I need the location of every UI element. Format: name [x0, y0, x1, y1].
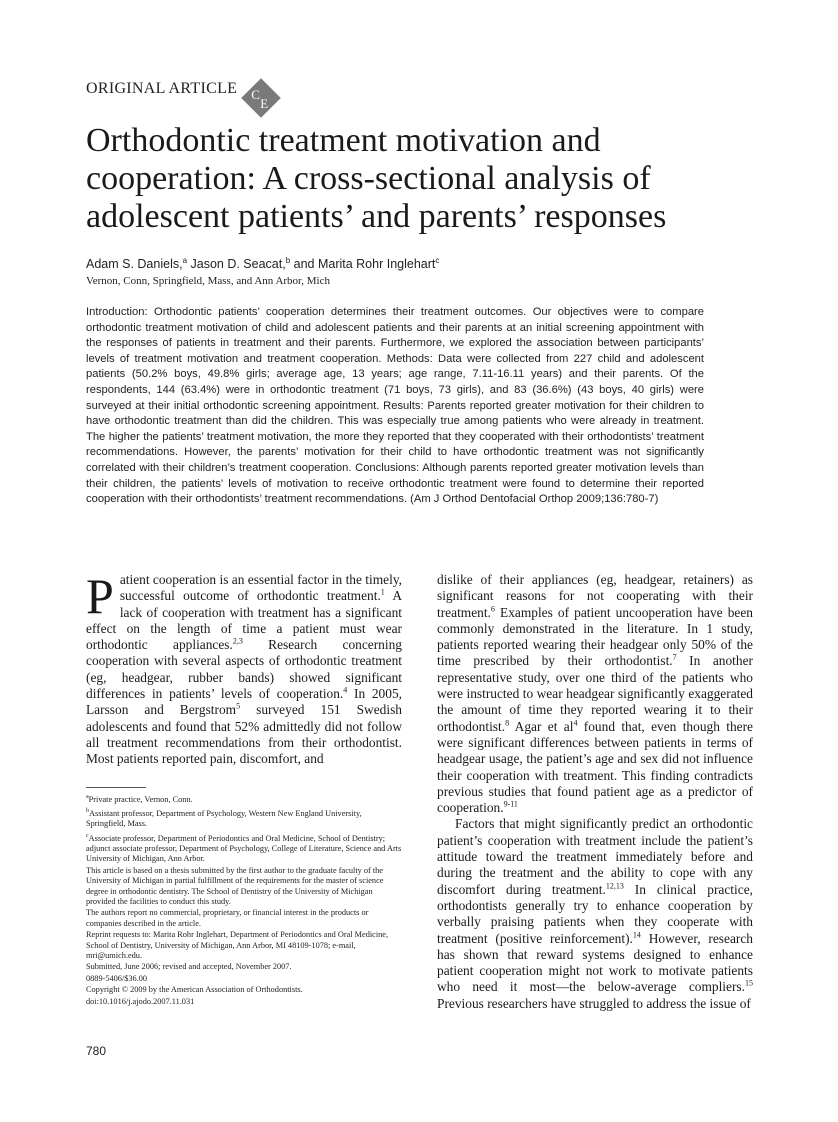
citation: 2,3 — [232, 636, 243, 646]
citation: 6 — [490, 604, 495, 614]
footnote: $^b$Assistant professor, Department of Psychology, Western New England University, Springfield, Mass. — [86, 808, 362, 829]
footnote: Submitted, June 2006; revised and accepted, November 2007. — [86, 962, 292, 972]
footnote: Reprint requests to: Marita Rohr Inglehart, Department of Periodontics and Oral Medicine, School of Dentistry, University of Michigan, Ann Arbor, MI 48109-1078; e-mail, mri@umich.edu. — [86, 930, 389, 960]
article-header — [86, 58, 283, 120]
author-affiliation-mark: a — [182, 256, 188, 265]
author-name: Adam S. Daniels, — [86, 257, 183, 272]
citation: 4 — [573, 718, 578, 728]
footnotes — [86, 787, 402, 1008]
body-paragraph: Patient cooperation is an essential factor in the timely, successful outcome of orthodontic treatment.$^1$ A lack of cooperation with treatment has a significant effect on the length of time a patient must wear orthodontic appliances.$^{2,3}$ Research concerning cooperation with several aspects of orthodontic treatment (eg, headgear, rubber bands) showed significant differences in patients’ levels of cooperation.$^4$ In 2005, Larsson and Bergstrom$^5$ surveyed 151 Swedish adolescents and found that 52% admittedly did not follow all treatment recommendations from their orthodontist. Most patients reported pain, discomfort, and — [86, 568, 402, 767]
citation: 5 — [236, 701, 241, 711]
abstract: Introduction: Orthodontic patients’ cooperation determines their treatment outcomes. Our objectives were to compare orthodontic treatment motivation of child and adolescent patients and their parents at an initial screening appointment with the responses of patients in treatment and their parents. Furthermore, we explored the association between participants’ levels of treatment motivation and treatment cooperation. Methods: Data were collected from 227 child and adolescent patients (50.2% boys, 49.8% girls; average age, 13 years; age range, 7.11-16.11 years) and their parents. Of the respondents, 144 (63.4%) were in orthodontic treatment (71 boys, 73 girls), and 83 (36.6%) (43 boys, 40 girls) were surveyed at their initial orthodontic screening appointment. Results: Parents reported greater motivation for their children to have orthodontic treatment than did the children. This was especially true among patients who were already in treatment. The higher the patients’ treatment motivation, the more they reported that they cooperated with their orthodontists’ treatment recommendations. However, the parents’ motivation for their child to have orthodontic treatment was not significantly correlated with their children’s treatment cooperation. Conclusions: Although parents reported greater motivation levels than their children, the patients’ levels of motivation to receive orthodontic treatment were found to determine their reported cooperation with their orthodontists’ treatment recommendations. (Am J Orthod Dentofacial Orthop 2009;136:780-7) — [86, 306, 704, 506]
author-name: Jason D. Seacat, — [187, 257, 286, 272]
body-column-right — [437, 572, 753, 1012]
citation: 12,13 — [605, 881, 624, 891]
citation: 4 — [343, 685, 348, 695]
author-list — [86, 256, 439, 271]
footnote: $^c$Associate professor, Department of Periodontics and Oral Medicine, School of Dentistry; adjunct associate professor, Department of Psychology, College of Literature, Science and Arts University of Michigan, Ann Arbor. — [86, 832, 402, 864]
footnote: $^a$Private practice, Vernon, Conn. — [86, 794, 193, 804]
citation: 8 — [505, 718, 510, 728]
footnote: The authors report no commercial, proprietary, or financial interest in the products or companies described in the article. — [86, 908, 369, 928]
body-column-left — [86, 568, 402, 768]
footnote: Copyright © 2009 by the American Association of Orthodontists. — [86, 985, 303, 995]
author-affiliation-mark: c — [435, 256, 440, 265]
footnote-divider — [86, 787, 146, 788]
body-paragraph: dislike of their appliances (eg, headgear, retainers) as significant reasons for not cooperating with their treatment.$^6$ Examples of patient uncooperation have been commonly demonstrated in the literature. In 1 study, patients reported wearing their headgear only 50% of the time prescribed by their orthodontist.$^7$ In another representative study, over one third of the patients who were instructed to wear headgear significantly exaggerated the amount of time they reported wearing it to their orthodontist.$^8$ Agar et al$^4$ found that, even though there were significant differences between patients in terms of headgear usage, the patient’s age and sex did not influence their cooperation with treatment. This finding contradicts previous studies that found patient age as a predictor of cooperation.$^{9-11}$ — [437, 572, 753, 816]
footnote: This article is based on a thesis submitted by the first author to the graduate faculty of the University of Michigan in partial fulfillment of the requirements for the master of science degree in orthodontic dentistry. The School of Dentistry of the University of Michigan provided the facilities to conduct this study. — [86, 865, 384, 906]
footnote: doi:10.1016/j.ajodo.2007.11.031 — [86, 996, 195, 1006]
author-locations: Vernon, Conn, Springfield, Mass, and Ann Arbor, Mich — [86, 275, 330, 287]
citation: 14 — [632, 930, 641, 940]
citation: 7 — [672, 653, 677, 663]
section-label: ORIGINAL ARTICLE — [86, 80, 238, 97]
author-name: and Marita Rohr Inglehart — [290, 257, 436, 272]
citation: 15 — [745, 978, 753, 988]
ce-badge-icon — [239, 76, 283, 120]
ce-badge-c: C — [251, 87, 260, 102]
article-title: Orthodontic treatment motivation and cooperation: A cross-sectional analysis of adolescent patients’ and parents’ responses — [86, 122, 667, 235]
author-affiliation-mark: b — [285, 256, 291, 265]
drop-cap: P — [86, 568, 114, 624]
citation: 9-11 — [503, 799, 518, 809]
ce-badge-e: E — [260, 96, 269, 111]
page-number: 780 — [86, 1044, 107, 1058]
citation: 1 — [380, 587, 385, 597]
body-paragraph: Factors that might significantly predict an orthodontic patient’s cooperation with treatment include the patient’s attitude toward the treatment immediately before and during the treatment and the ability to cope with any discomfort during treatment.$^{12,13}$ In clinical practice, orthodontists generally try to enhance cooperation by verbally praising patients when they cooperate with treatment (positive reinforcement).$^{14}$ However, research has shown that reward systems designed to enhance patient cooperation might not work to motivate patients who need it most—the below-average compliers.$^{15}$ Previous researchers have struggled to address the issue of — [437, 816, 753, 1011]
footnote: 0889-5406/$36.00 — [86, 973, 148, 983]
